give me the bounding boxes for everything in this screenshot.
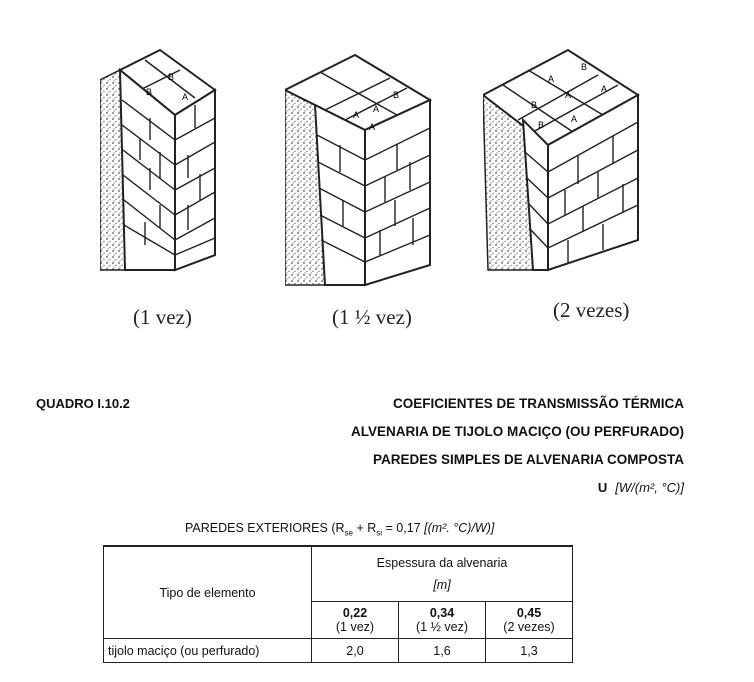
table-cell: 1,3 bbox=[486, 639, 573, 663]
brick-label: B bbox=[146, 87, 153, 97]
thickness-header bbox=[312, 546, 573, 602]
row-label: tijolo maciço (ou perfurado) bbox=[104, 639, 312, 663]
column-sub: (1 vez) bbox=[335, 620, 375, 634]
transmission-table bbox=[103, 545, 573, 663]
type-header: Tipo de elemento bbox=[104, 546, 312, 639]
brick-label: A bbox=[373, 104, 380, 114]
table-title-sub2: si bbox=[376, 528, 383, 538]
unit-value: [W/(m², °C)] bbox=[615, 480, 684, 495]
title-line-1: COEFICIENTES DE TRANSMISSÃO TÉRMICA bbox=[392, 396, 684, 411]
brick-label: A bbox=[182, 92, 189, 102]
brick-label: B bbox=[581, 62, 588, 72]
quadro-label: QUADRO I.10.2 bbox=[36, 396, 130, 411]
thickness-label: Espessura da alvenaria bbox=[376, 556, 508, 570]
table-title bbox=[185, 521, 494, 538]
table-title-unit: [(m². °C)/W)] bbox=[424, 521, 495, 535]
column-value: 0,45 bbox=[516, 606, 542, 620]
title-line-2: ALVENARIA DE TIJOLO MACIÇO (OU PERFURADO) bbox=[351, 424, 684, 439]
column-value: 0,34 bbox=[429, 606, 455, 620]
wall-figure-2-vezes bbox=[483, 40, 653, 280]
brick-label: A bbox=[565, 90, 572, 100]
title-line-3: PAREDES SIMPLES DE ALVENARIA COMPOSTA bbox=[372, 452, 684, 467]
brick-wall-illustration bbox=[100, 40, 240, 280]
table-cell: 2,0 bbox=[312, 639, 399, 663]
column-header bbox=[399, 602, 486, 639]
caption-text: (1 ½ vez) bbox=[332, 305, 412, 329]
caption-1-meia-vez bbox=[332, 305, 412, 330]
brick-label: A bbox=[601, 84, 608, 94]
column-header bbox=[312, 602, 399, 639]
brick-label: A bbox=[548, 74, 555, 84]
column-sub: (1 ½ vez) bbox=[415, 620, 469, 634]
brick-wall-illustration bbox=[483, 40, 653, 280]
table-title-eq: = 0,17 bbox=[382, 521, 425, 535]
brick-label: B bbox=[393, 90, 400, 100]
brick-label: A bbox=[369, 122, 376, 132]
brick-label: B bbox=[538, 120, 545, 130]
wall-figure-1-meia-vez bbox=[285, 40, 440, 290]
brick-label: B bbox=[168, 72, 175, 82]
table-title-main: PAREDES EXTERIORES (R bbox=[185, 521, 345, 535]
column-header bbox=[486, 602, 573, 639]
brick-wall-illustration bbox=[285, 40, 440, 290]
table-title-sub1: se bbox=[344, 528, 353, 538]
column-value: 0,22 bbox=[342, 606, 368, 620]
table-title-mid: + R bbox=[352, 521, 377, 535]
unit-symbol: U bbox=[597, 480, 608, 495]
table-cell: 1,6 bbox=[399, 639, 486, 663]
caption-1-vez: (1 vez) bbox=[133, 305, 192, 329]
thickness-unit: [m] bbox=[433, 578, 451, 592]
column-sub: (2 vezes) bbox=[503, 620, 555, 634]
unit-line bbox=[598, 480, 684, 495]
brick-label: A bbox=[571, 114, 578, 124]
table-row bbox=[104, 639, 573, 663]
brick-label: A bbox=[353, 110, 360, 120]
brick-label: B bbox=[531, 100, 538, 110]
wall-figure-1-vez bbox=[100, 40, 240, 280]
caption-2-vezes: (2 vezes) bbox=[553, 298, 630, 322]
